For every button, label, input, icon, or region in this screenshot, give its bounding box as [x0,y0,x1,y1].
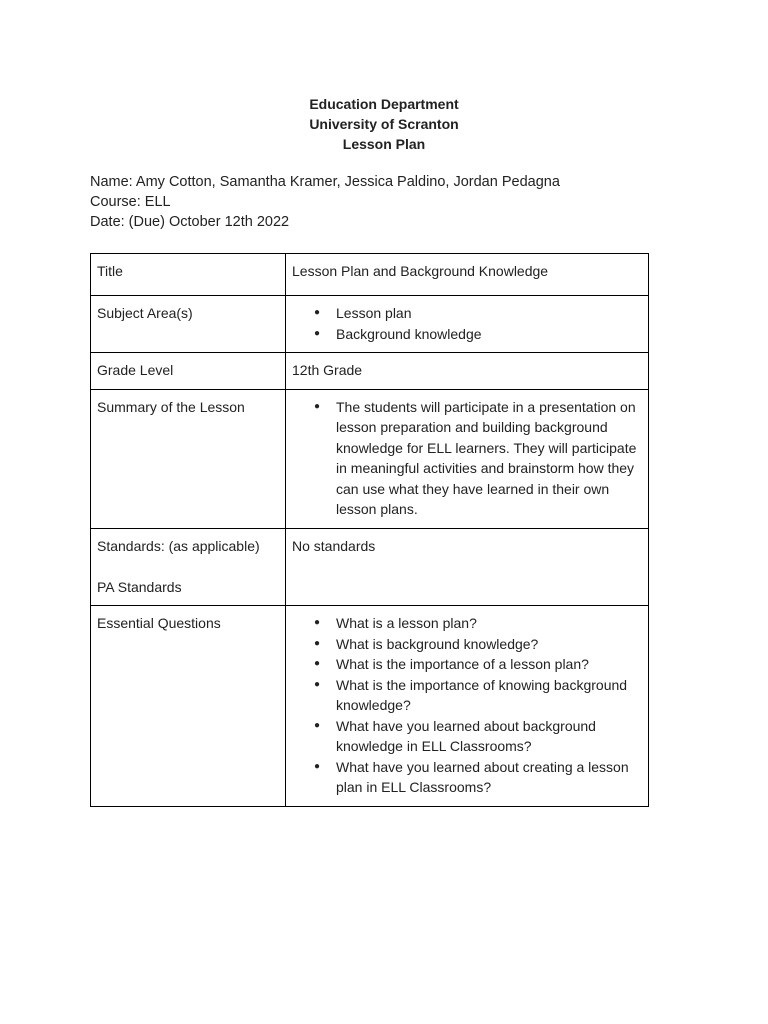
summary-list [292,397,642,520]
subject-value [286,296,649,353]
standards-label: Standards: (as applicable) [97,537,260,554]
date-line: Date: (Due) October 12th 2022 [90,214,290,230]
list-item: ● What is the importance of knowing background knowledge? [336,675,642,716]
list-item: ● Lesson plan [336,303,642,324]
title-value: Lesson Plan and Background Knowledge [286,254,649,296]
grade-label: Grade Level [91,353,286,390]
questions-value [286,606,649,807]
lesson-meta [90,172,690,232]
document-title: Lesson Plan [342,136,426,152]
list-item: ● The students will participate in a presentation on lesson preparation and building background knowledge for ELL learners. They will participate in meaningful activities and brainstorm how they can use what they have learned in their own lesson plans. [336,397,642,520]
names-line: Name: Amy Cotton, Samantha Kramer, Jessica Paldino, Jordan Pedagna [90,174,560,190]
list-item: ● What is the importance of a lesson plan? [336,654,642,675]
list-item: ● Background knowledge [336,324,642,345]
table-row-grade [91,353,649,390]
standards-label-cell [91,528,286,606]
document-header [0,94,768,154]
lesson-plan-table [90,253,649,807]
title-label: Title [91,254,286,296]
department-title: Education Department [309,96,459,112]
subject-label: Subject Area(s) [91,296,286,353]
summary-value [286,389,649,528]
standards-value: No standards [286,528,649,606]
list-item: ● What have you learned about creating a lesson plan in ELL Classrooms? [336,757,642,798]
grade-value: 12th Grade [286,353,649,390]
table-row-summary [91,389,649,528]
pa-standards-label: PA Standards [97,578,182,595]
subject-list [292,303,642,344]
summary-label: Summary of the Lesson [91,389,286,528]
list-item: ● What is a lesson plan? [336,613,642,634]
table-row-subject [91,296,649,353]
table-row-title [91,254,649,296]
table-row-standards [91,528,649,606]
list-item: ● What have you learned about background knowledge in ELL Classrooms? [336,716,642,757]
course-line: Course: ELL [90,194,171,210]
questions-label: Essential Questions [91,606,286,807]
table-row-questions [91,606,649,807]
university-title: University of Scranton [309,116,459,132]
list-item: ● What is background knowledge? [336,634,642,655]
questions-list [292,613,642,798]
